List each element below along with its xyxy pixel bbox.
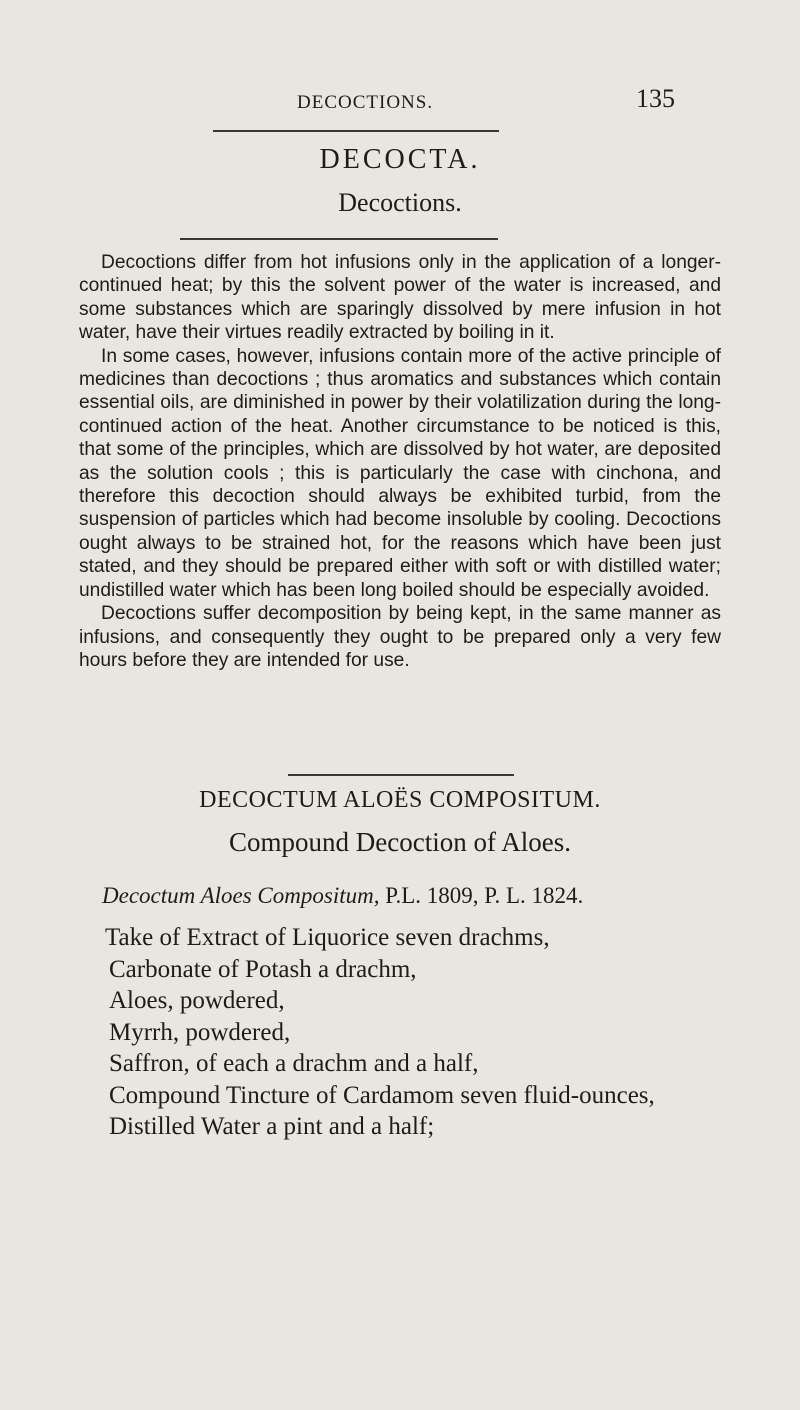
section-body xyxy=(79,251,721,672)
paragraph: In some cases, however, infusions contain more of the active principle of medicines than decoctions ; thus aromatics and substances which contain essential oils, are diminished in power by their volatilization during the long-continued action of the heat. Another circumstance to be noticed is this, that some of the principles, which are dissolved by hot water, are deposited as the solution cools ; this is particularly the case with cinchona, and therefore this decoction should always be exhibited turbid, from the suspension of particles which had become insoluble by cooling. Decoctions ought always to be strained hot, for the reasons which have been just stated, and they should be prepared either with soft or with distilled water; undistilled water which has been long boiled should be especially avoided. xyxy=(79,345,721,601)
references-editions: P.L. 1809, P. L. 1824. xyxy=(385,883,584,908)
section-english-title: Decoctions. xyxy=(338,188,462,217)
recipe-latin-title: DECOCTUM ALOËS COMPOSITUM. xyxy=(199,787,601,813)
running-title: DECOCTIONS. xyxy=(297,92,434,113)
ingredient-line: Myrrh, powdered, xyxy=(109,1018,291,1046)
ingredient-line: Take of Extract of Liquorice seven drachms, xyxy=(105,924,550,951)
recipe-divider-rule xyxy=(288,774,514,776)
ingredient-line: Aloes, powdered, xyxy=(109,987,285,1014)
paragraph: Decoctions suffer decomposition by being kept, in the same manner as infusions, and consequently they ought to be prepared only a very few hours before they are intended for use. xyxy=(79,603,721,671)
ingredient-line: Distilled Water a pint and a half; xyxy=(109,1113,435,1140)
ingredient-line: Carbonate of Potash a drachm, xyxy=(109,955,417,983)
page-number: 135 xyxy=(636,84,675,113)
references-latin-name: Decoctum Aloes Compositum, xyxy=(102,883,380,908)
paragraph: Decoctions differ from hot infusions only in the application of a longer-continued heat; by this the solvent power of the water is increased, and some substances which are sparingly dissolved by mere infusion in hot water, have their virtues readily extracted by boiling in it. xyxy=(79,252,721,344)
recipe-english-title: Compound Decoction of Aloes. xyxy=(229,827,571,857)
ingredient-line: Saffron, of each a drachm and a half, xyxy=(109,1050,479,1077)
ingredient-list xyxy=(105,922,745,1143)
section-divider-rule xyxy=(180,238,498,240)
top-rule xyxy=(213,130,499,132)
section-latin-title: DECOCTA. xyxy=(319,144,481,175)
pharmacopoeia-references xyxy=(102,883,583,909)
ingredient-line: Compound Tincture of Cardamom seven fluid-ounces, xyxy=(109,1081,655,1109)
